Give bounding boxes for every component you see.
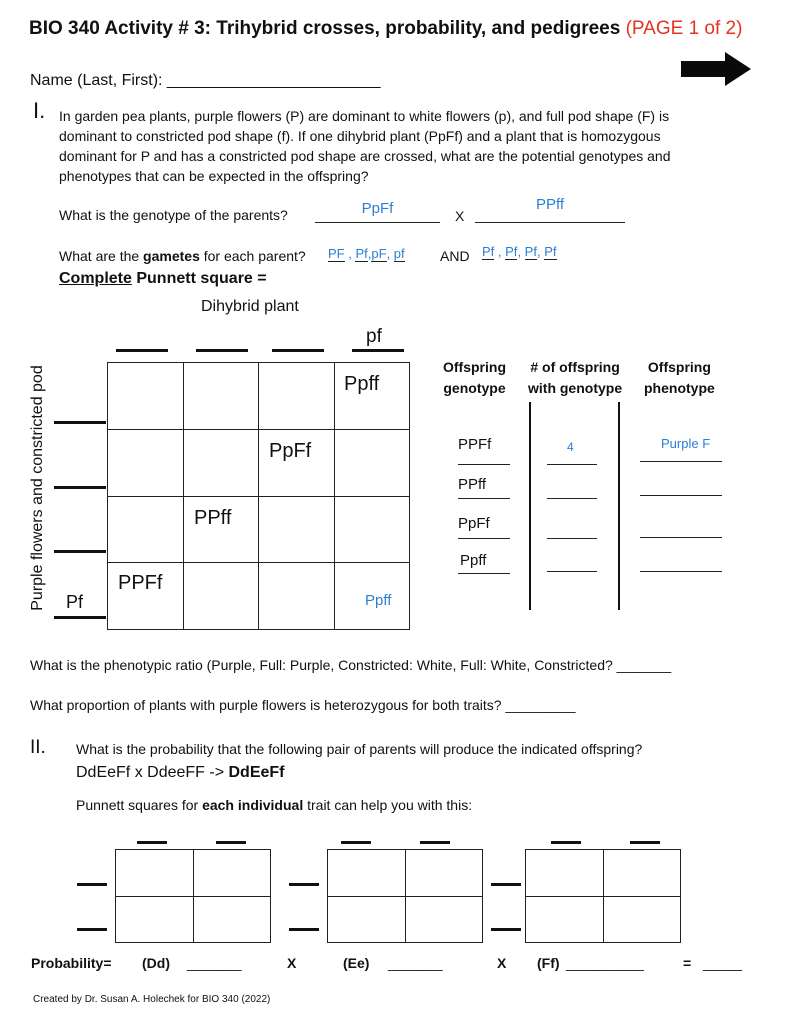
multiply-symbol-2: X: [497, 955, 507, 971]
phenotype-blank[interactable]: [640, 461, 722, 462]
ff-top-blank[interactable]: [551, 841, 581, 844]
punnett-cell[interactable]: [334, 496, 410, 563]
side-parent-label: Purple flowers and constricted pod: [29, 365, 46, 611]
cell-r3c2: PPff: [194, 507, 232, 529]
name-field[interactable]: Name (Last, First): ________________________: [30, 72, 381, 89]
punnett-cell[interactable]: [603, 896, 681, 943]
section-numeral-2: II.: [30, 737, 46, 758]
side-gamete-blank-2[interactable]: [54, 486, 106, 489]
top-gamete-blank-2[interactable]: [196, 349, 248, 352]
cell-r4c4: Ppff: [365, 592, 392, 609]
result-answer-blank[interactable]: _____: [703, 955, 742, 971]
top-gamete-blank-1[interactable]: [116, 349, 168, 352]
punnett-cell[interactable]: [405, 850, 483, 897]
ee-side-blank[interactable]: [289, 928, 319, 931]
ee-answer-blank[interactable]: _______: [388, 955, 443, 971]
punnett-cell[interactable]: [526, 850, 604, 897]
table-genotype: PpFf: [458, 515, 490, 532]
table-genotype: PPFf: [458, 436, 492, 453]
punnett-cell[interactable]: [405, 896, 483, 943]
dd-label: (Dd): [142, 955, 170, 971]
footer-credit: Created by Dr. Susan A. Holechek for BIO 340 (2022): [33, 994, 271, 1005]
ratio-question[interactable]: What is the phenotypic ratio (Purple, Full: Purple, Constricted: White, Full: White, Constricted? _______: [30, 657, 672, 673]
ee-top-blank[interactable]: [420, 841, 450, 844]
probability-label: Probability=: [31, 955, 112, 971]
page-title: BIO 340 Activity # 3: Trihybrid crosses, probability, and pedigrees (PAGE 1 of 2): [29, 18, 743, 39]
count-blank[interactable]: [547, 571, 597, 572]
side-gamete-pf: Pf: [66, 592, 84, 612]
punnett-cell[interactable]: [259, 363, 335, 430]
ee-side-blank[interactable]: [289, 883, 319, 886]
parent1-field[interactable]: PpFf: [315, 200, 440, 223]
punnett-cell[interactable]: [116, 850, 194, 897]
table-genotype: Ppff: [460, 552, 487, 569]
punnett-cell[interactable]: [183, 429, 259, 496]
part2-cross: DdEeFf x DdeeFF -> DdEeFf: [76, 764, 285, 781]
side-gamete-blank-3[interactable]: [54, 550, 106, 553]
punnett-cell[interactable]: [328, 896, 406, 943]
gametes-question: What are the gametes for each parent?: [59, 248, 306, 264]
punnett-cell[interactable]: [334, 429, 410, 496]
genotype-blank[interactable]: [458, 538, 510, 539]
ee-punnett-square: [327, 849, 483, 943]
table-count: 4: [567, 440, 574, 454]
ee-top-blank[interactable]: [341, 841, 371, 844]
table-phenotype: Purple F: [661, 436, 711, 451]
punnett-cell[interactable]: [193, 850, 271, 897]
top-gamete-blank-3[interactable]: [272, 349, 324, 352]
ff-label: (Ff): [537, 955, 560, 971]
cell-r1c4: Ppff: [344, 373, 380, 395]
punnett-cell[interactable]: [259, 563, 335, 630]
punnett-cell[interactable]: [116, 896, 194, 943]
col-header-count: # of offspring with genotype: [528, 359, 623, 396]
gametes-and: AND: [440, 248, 470, 264]
table-divider-1: [529, 402, 531, 610]
dd-side-blank[interactable]: [77, 883, 107, 886]
multiply-symbol-1: X: [287, 955, 297, 971]
ff-punnett-square: [525, 849, 681, 943]
genotype-blank[interactable]: [458, 464, 510, 465]
table-genotype: PPff: [458, 476, 487, 493]
gametes-parent2[interactable]: Pf , Pf, Pf, Pf: [482, 244, 557, 259]
part1-intro: In garden pea plants, purple flowers (P) are dominant to white flowers (p), and full pod shape (F) is dominant to constricted pod shape (f). If one dihybrid plant (PpFf) and a plant that is homozygous dominant for P and has a constricted pod shape are crossed, what are the potential genotypes and phenotypes that can be expected in the offspring?: [59, 108, 671, 184]
punnett-cell[interactable]: [193, 896, 271, 943]
punnett-cell[interactable]: [108, 496, 184, 563]
phenotype-blank[interactable]: [640, 571, 722, 572]
ee-label: (Ee): [343, 955, 370, 971]
genotype-blank[interactable]: [458, 573, 510, 574]
gametes-parent1[interactable]: PF , Pf,pF, pf: [328, 246, 405, 261]
table-divider-2: [618, 402, 620, 610]
side-gamete-blank-4[interactable]: [54, 616, 106, 619]
punnett-cell[interactable]: [108, 363, 184, 430]
ff-side-blank[interactable]: [491, 883, 521, 886]
dd-answer-blank[interactable]: _______: [187, 955, 242, 971]
top-gamete-pf: pf: [366, 326, 382, 347]
count-blank[interactable]: [547, 464, 597, 465]
dd-side-blank[interactable]: [77, 928, 107, 931]
punnett-cell[interactable]: [328, 850, 406, 897]
cell-r4c1: PPFf: [118, 572, 163, 594]
ff-top-blank[interactable]: [630, 841, 660, 844]
right-arrow-icon[interactable]: [681, 52, 751, 86]
punnett-cell[interactable]: [183, 363, 259, 430]
count-blank[interactable]: [547, 538, 597, 539]
equals-symbol: =: [683, 955, 692, 971]
phenotype-blank[interactable]: [640, 537, 722, 538]
punnett-label: Complete Punnett square =: [59, 270, 267, 287]
ff-answer-blank[interactable]: __________: [566, 955, 644, 971]
col-header-phenotype: Offspring phenotype: [644, 359, 715, 396]
parents-question: What is the genotype of the parents?: [59, 207, 288, 223]
dd-punnett-square: [115, 849, 271, 943]
part2-hint: Punnett squares for each individual trait can help you with this:: [76, 797, 473, 813]
side-gamete-blank-1[interactable]: [54, 421, 106, 424]
genotype-blank[interactable]: [458, 498, 510, 499]
dd-top-blank[interactable]: [137, 841, 167, 844]
section-numeral-1: I.: [33, 98, 46, 123]
part2-question: What is the probability that the following pair of parents will produce the indicated offspring?: [76, 741, 643, 757]
proportion-question[interactable]: What proportion of plants with purple flowers is heterozygous for both traits? _________: [30, 697, 576, 713]
parent2-field[interactable]: PPff: [475, 196, 625, 223]
top-gamete-blank-4[interactable]: [352, 349, 404, 352]
punnett-cell[interactable]: [526, 896, 604, 943]
cross-symbol: X: [455, 208, 465, 224]
top-parent-label: Dihybrid plant: [201, 298, 299, 315]
punnett-cell[interactable]: [183, 563, 259, 630]
count-blank[interactable]: [547, 498, 597, 499]
phenotype-blank[interactable]: [640, 495, 722, 496]
col-header-genotype: Offspring genotype: [443, 359, 506, 396]
punnett-cell[interactable]: [108, 429, 184, 496]
cell-r2c3: PpFf: [269, 440, 312, 462]
dd-top-blank[interactable]: [216, 841, 246, 844]
punnett-cell[interactable]: [259, 496, 335, 563]
ff-side-blank[interactable]: [491, 928, 521, 931]
punnett-cell[interactable]: [603, 850, 681, 897]
page-label: (PAGE 1 of 2): [625, 18, 743, 39]
